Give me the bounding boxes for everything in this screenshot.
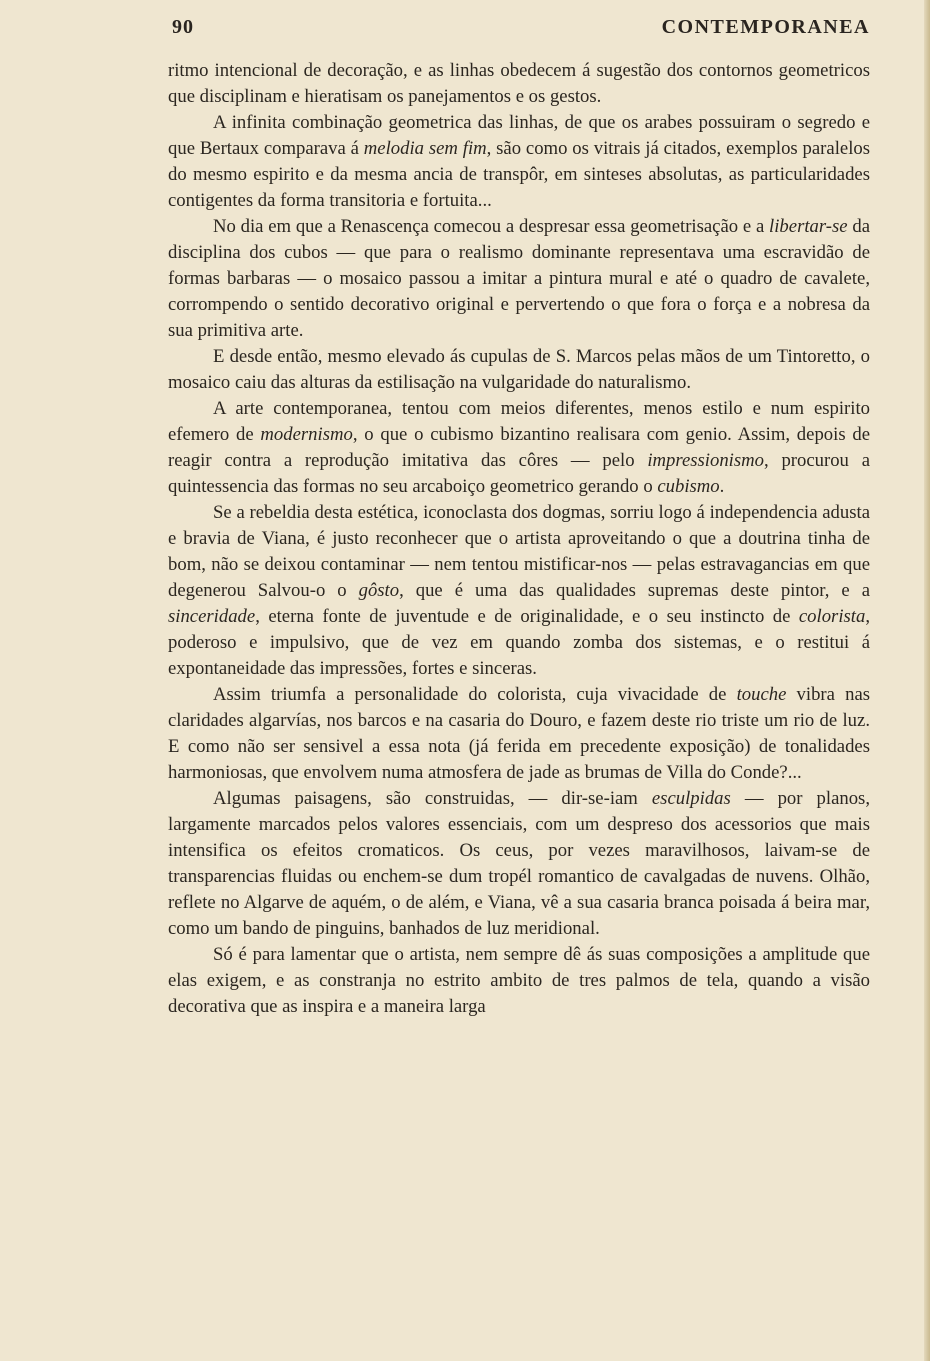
- page-number: 90: [172, 16, 194, 38]
- paragraph: [168, 786, 870, 942]
- paragraph: [168, 110, 870, 214]
- text-run: .: [719, 476, 725, 497]
- paragraph: [168, 682, 870, 786]
- italic-phrase: impressionismo: [647, 450, 764, 471]
- italic-phrase: cubismo: [657, 476, 720, 497]
- italic-phrase: modernismo: [260, 424, 353, 445]
- italic-phrase: libertar-se: [769, 216, 848, 237]
- italic-phrase: colorista: [798, 606, 866, 627]
- italic-phrase: sinceridade: [168, 606, 256, 627]
- text-run: , eterna fonte de juventude e de originalidade, e o seu instincto de: [255, 606, 799, 627]
- paragraph: [168, 344, 870, 396]
- italic-phrase: esculpidas: [651, 788, 731, 809]
- text-run: A arte contemporanea, tentou com meios diferentes, menos estilo e num espirito efemero de: [168, 398, 870, 445]
- page-header: [172, 16, 870, 44]
- running-head: CONTEMPORANEA: [661, 16, 870, 38]
- italic-phrase: gôsto: [358, 580, 400, 601]
- paragraph: [168, 942, 870, 1020]
- text-run: E desde então, mesmo elevado ás cupulas de S. Marcos pelas mãos de um Tintoretto, o mosaico caiu das alturas da estilisação na vulgaridade do naturalismo.: [168, 346, 870, 393]
- paragraph: [168, 396, 870, 500]
- text-run: ritmo intencional de decoração, e as linhas obedecem á sugestão dos contornos geometricos que disciplinam e hieratisam os panejamentos e os gestos.: [168, 60, 870, 107]
- text-run: vibra nas claridades algarvías, nos barcos e na casaria do Douro, e fazem deste rio triste um rio de luz. E como não ser sensivel a essa nota (já ferida em precedente exposição) de tonalidades harmoniosas, que envolvem numa atmosfera de jade as brumas de Villa do Conde?...: [168, 684, 871, 783]
- text-run: , poderoso e impulsivo, que de vez em quando zomba dos sistemas, e o restitui á expontaneidade das impressões, fortes e sinceras.: [168, 606, 870, 679]
- paragraph: [168, 58, 870, 110]
- paragraph: [168, 500, 870, 682]
- text-run: , procurou a quintessencia das formas no seu arcaboiço geometrico gerando o: [168, 450, 870, 497]
- body-text: [168, 58, 870, 1020]
- text-run: Algumas paisagens, são construidas, — dir-se-iam: [213, 788, 652, 809]
- text-run: Assim triumfa a personalidade do colorista, cuja vivacidade de: [213, 684, 737, 705]
- italic-phrase: melodia sem fim: [363, 138, 487, 159]
- text-run: , o que o cubismo bizantino realisara com genio. Assim, depois de reagir contra a reprodução imitativa das côres — pelo: [168, 424, 871, 471]
- text-run: , são como os vitrais já citados, exemplos paralelos do mesmo espirito e da mesma ancia de transpôr, em sinteses absolutas, as particularidades contigentes da forma transitoria e fortuita...: [168, 138, 870, 211]
- text-run: Se a rebeldia desta estética, iconoclasta dos dogmas, sorriu logo á independencia adusta e bravia de Viana, é justo reconhecer que o artista aproveitando o que a doutrina tinha de bom, não se deixou contaminar — nem tentou mistificar-nos — pelas estravagancias em que degenerou Salvou-o o: [168, 502, 870, 601]
- italic-phrase: touche: [736, 684, 787, 705]
- text-run: , que é uma das qualidades supremas deste pintor, e a: [399, 580, 870, 601]
- text-run: A infinita combinação geometrica das linhas, de que os arabes possuiram o segredo e que Bertaux comparava á: [168, 112, 870, 159]
- text-run: No dia em que a Renascença comecou a despresar essa geometrisação e a: [213, 216, 770, 237]
- text-run: Só é para lamentar que o artista, nem sempre dê ás suas composições a amplitude que elas exigem, e as constranja no estrito ambito de tres palmos de tela, quando a visão decorativa que as inspira e a maneira larga: [168, 944, 870, 1017]
- paragraph: [168, 214, 870, 344]
- text-run: da disciplina dos cubos — que para o realismo dominante representava uma escravidão de formas barbaras — o mosaico passou a imitar a pintura mural e até o quadro de cavalete, corrompendo o sentido decorativo original e pervertendo o que fora o força e a nobresa da sua primitiva arte.: [168, 216, 870, 341]
- text-run: — por planos, largamente marcados pelos valores essenciais, com um despreso dos acessorios que mais intensifica os efeitos cromaticos. Os ceus, por vezes maravilhosos, laivam-se de transparencias fluidas ou enchem-se dum tropél romantico de cavalgadas de nuvens. Olhão, reflete no Algarve de aquém, o de além, e Viana, vê a sua casaria branca poisada á beira mar, como um bando de pinguins, banhados de luz meridional.: [168, 788, 870, 939]
- page-edge: [924, 0, 930, 1361]
